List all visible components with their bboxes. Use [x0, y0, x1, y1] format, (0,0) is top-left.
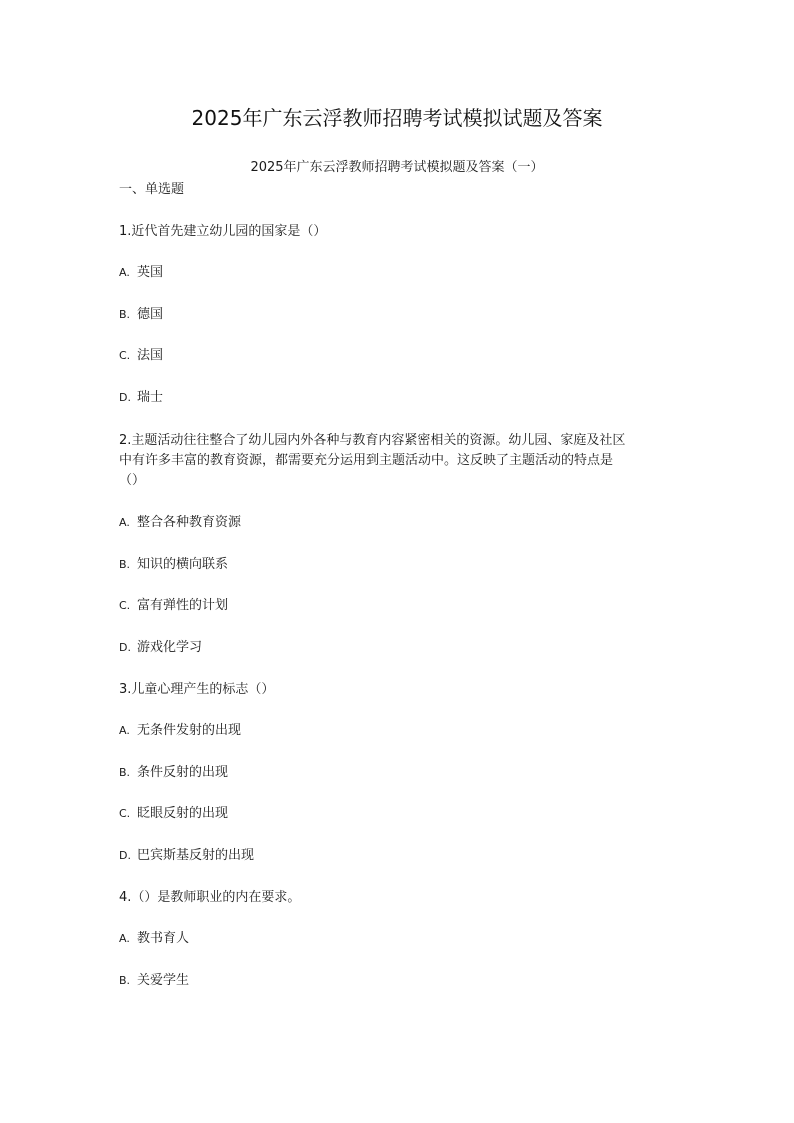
question-3-option-d [119, 846, 254, 866]
question-2-option-b [119, 555, 228, 575]
question-4-stem: 4.（）是教师职业的内在要求。 [119, 890, 301, 905]
option-letter: C. [119, 349, 131, 362]
question-1-option-c [119, 346, 163, 366]
option-text: 眨眼反射的出现 [137, 806, 229, 821]
option-text: 巴宾斯基反射的出现 [137, 848, 255, 863]
option-text: 条件反射的出现 [137, 765, 229, 780]
option-letter: B. [119, 308, 131, 321]
section-heading: 一、单选题 [119, 182, 185, 197]
question-2-option-c [119, 596, 228, 616]
question-3-stem: 3.儿童心理产生的标志（） [119, 682, 275, 697]
option-letter: B. [119, 766, 131, 779]
option-text: 富有弹性的计划 [137, 598, 229, 613]
option-letter: C. [119, 599, 131, 612]
option-letter: A. [119, 516, 130, 529]
option-letter: D. [119, 849, 131, 862]
question-2-stem-line-3: （） [119, 473, 146, 488]
question-2-option-a [119, 513, 241, 533]
option-letter: A. [119, 932, 130, 945]
option-letter: C. [119, 807, 131, 820]
option-text: 游戏化学习 [137, 640, 203, 655]
option-letter: B. [119, 558, 131, 571]
question-2-stem-line-2: 中有许多丰富的教育资源，都需要充分运用到主题活动中。这反映了主题活动的特点是 [119, 453, 614, 468]
question-1-option-d [119, 388, 163, 408]
question-2-stem-line-1: 2.主题活动往往整合了幼儿园内外各种与教育内容紧密相关的资源。幼儿园、家庭及社区 [119, 433, 626, 448]
option-letter: A. [119, 266, 130, 279]
option-text: 德国 [137, 307, 164, 322]
option-text: 英国 [137, 265, 164, 280]
option-letter: D. [119, 391, 131, 404]
option-letter: A. [119, 724, 130, 737]
option-text: 教书育人 [137, 931, 190, 946]
question-3-option-b [119, 763, 228, 783]
question-3-option-c [119, 804, 228, 824]
question-1-option-b [119, 305, 163, 325]
question-3-option-a [119, 721, 241, 741]
document-subtitle: 2025年广东云浮教师招聘考试模拟题及答案（一） [250, 160, 544, 175]
option-text: 法国 [137, 348, 164, 363]
option-letter: B. [119, 974, 131, 987]
option-text: 整合各种教育资源 [137, 515, 242, 530]
question-2-stem [119, 431, 679, 491]
question-1-option-a [119, 263, 163, 283]
option-text: 关爱学生 [137, 973, 190, 988]
question-1-stem: 1.近代首先建立幼儿园的国家是（） [119, 224, 327, 239]
option-text: 瑞士 [137, 390, 164, 405]
question-4-option-b [119, 971, 189, 991]
option-letter: D. [119, 641, 131, 654]
document-title: 2025年广东云浮教师招聘考试模拟试题及答案 [191, 106, 603, 130]
option-text: 无条件发射的出现 [137, 723, 242, 738]
question-4-option-a [119, 929, 189, 949]
question-2-option-d [119, 638, 202, 658]
option-text: 知识的横向联系 [137, 557, 229, 572]
